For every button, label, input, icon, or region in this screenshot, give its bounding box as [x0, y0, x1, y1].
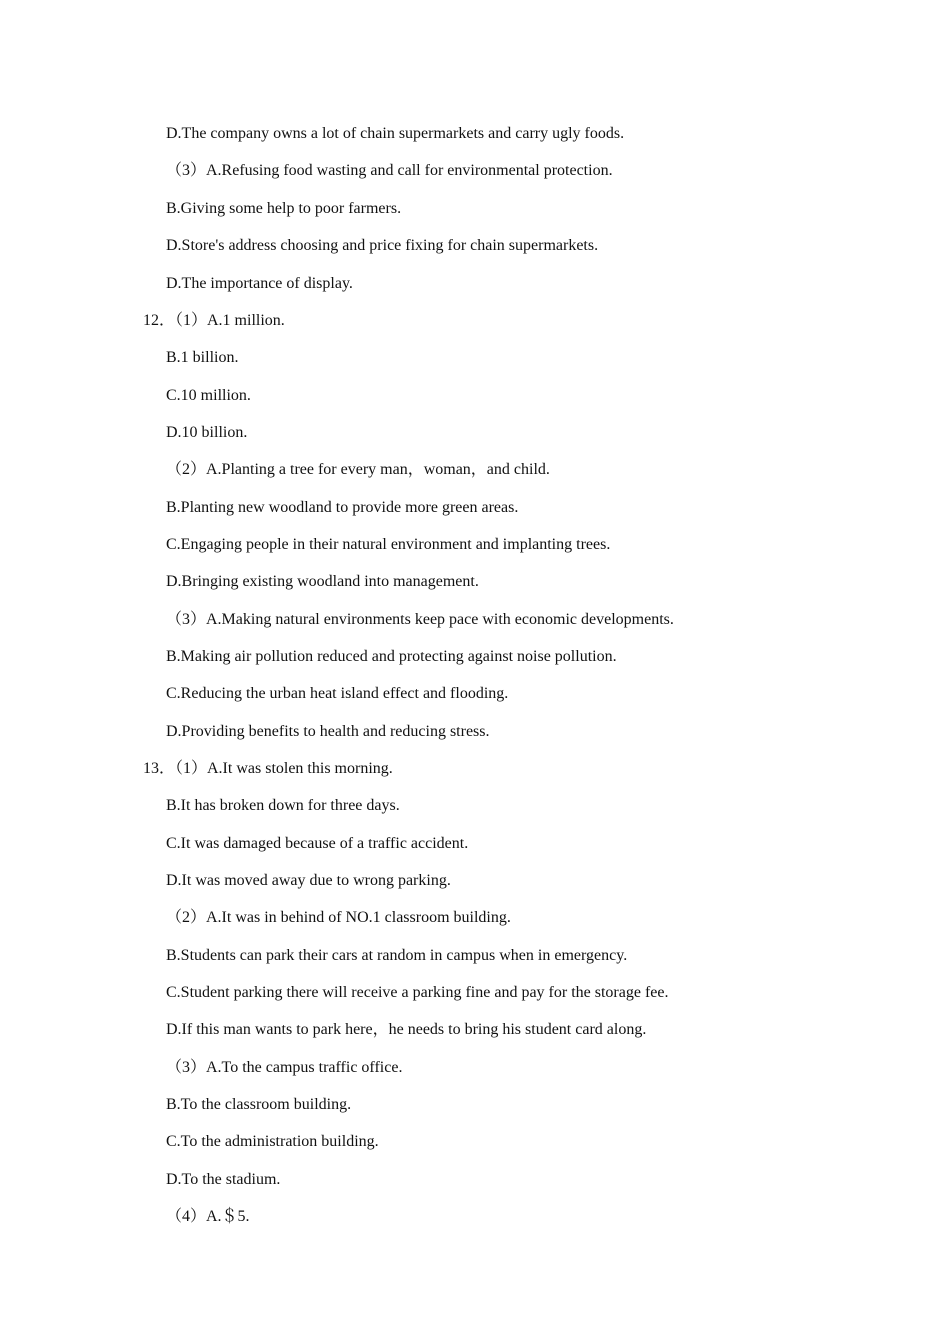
option-line: B.To the classroom building. — [166, 1096, 352, 1113]
option-line: D.It was moved away due to wrong parking. — [166, 872, 451, 889]
option-line: B.Making air pollution reduced and protecting against noise pollution. — [166, 648, 617, 665]
option-line: C.Student parking there will receive a parking fine and pay for the storage fee. — [166, 984, 669, 1001]
option-line: C.Engaging people in their natural environment and implanting trees. — [166, 536, 611, 553]
option-line: B.Students can park their cars at random in campus when in emergency. — [166, 947, 628, 964]
option-line: D.Bringing existing woodland into management. — [166, 573, 479, 590]
option-line: B.Giving some help to poor farmers. — [166, 200, 402, 217]
option-line: D.Providing benefits to health and reducing stress. — [166, 723, 490, 740]
option-line: D.The company owns a lot of chain supermarkets and carry ugly foods. — [166, 125, 625, 142]
option-line: D.To the stadium. — [166, 1171, 281, 1188]
subquestion-line: （3）A.To the campus traffic office. — [166, 1059, 403, 1076]
option-line: C.To the administration building. — [166, 1133, 379, 1150]
subquestion-line: （3）A.Refusing food wasting and call for environmental protection. — [166, 162, 613, 179]
subquestion-line: （2）A.Planting a tree for every man，woman，and child. — [166, 461, 550, 478]
option-line: C.10 million. — [166, 387, 251, 404]
option-line: D.If this man wants to park here，he needs to bring his student card along. — [166, 1021, 647, 1038]
option-line: D.10 billion. — [166, 424, 248, 441]
option-line: B.It has broken down for three days. — [166, 797, 400, 814]
option-line: D.The importance of display. — [166, 275, 353, 292]
subquestion-line: （3）A.Making natural environments keep pace with economic developments. — [166, 611, 674, 628]
subquestion-line: （4）A.＄5. — [166, 1208, 250, 1225]
question-number-line: 13．（1）A.It was stolen this morning. — [143, 760, 393, 777]
option-line: C.It was damaged because of a traffic accident. — [166, 835, 469, 852]
question-number-line: 12．（1）A.1 million. — [143, 312, 285, 329]
option-line: B.1 billion. — [166, 349, 239, 366]
subquestion-line: （2）A.It was in behind of NO.1 classroom building. — [166, 909, 511, 926]
option-line: D.Store's address choosing and price fixing for chain supermarkets. — [166, 237, 599, 254]
option-line: C.Reducing the urban heat island effect and flooding. — [166, 685, 509, 702]
option-line: B.Planting new woodland to provide more green areas. — [166, 499, 519, 516]
